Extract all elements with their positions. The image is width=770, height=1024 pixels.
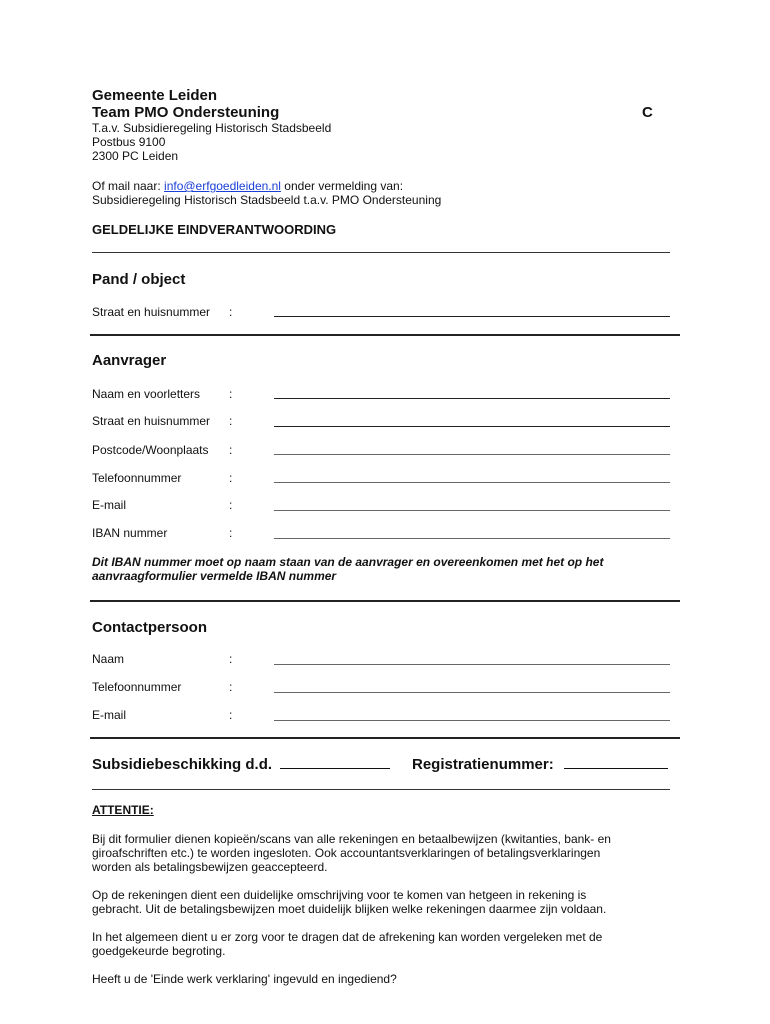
team-name: Team PMO Ondersteuning <box>92 104 280 121</box>
field-label: E-mail <box>92 708 127 722</box>
field-colon: : <box>229 680 233 694</box>
beschikking-label: Subsidiebeschikking d.d. <box>92 756 273 773</box>
contact-name-input[interactable] <box>274 664 670 665</box>
attentie-p3-line1: In het algemeen dient u er zorg voor te dragen dat de afrekening kan worden vergeleken met de <box>92 930 603 944</box>
attentie-p2-line2: gebracht. Uit de betalingsbewijzen moet duidelijk blijken welke rekeningen daarmee zijn voldaan. <box>92 902 607 916</box>
field-label: Naam <box>92 652 125 666</box>
mail-suffix: onder vermelding van: <box>280 179 404 193</box>
form-letter: C <box>642 104 653 121</box>
attentie-question: Heeft u de 'Einde werk verklaring' ingevuld en ingediend? <box>92 972 397 986</box>
attentie-p2-line1: Op de rekeningen dient een duidelijke omschrijving voor te komen van hetgeen in rekening is <box>92 888 587 902</box>
registratie-number-input[interactable] <box>564 756 668 769</box>
org-name: Gemeente Leiden <box>92 87 218 104</box>
field-label: Straat en huisnummer <box>92 414 211 428</box>
field-colon: : <box>229 498 233 512</box>
registratie-label: Registratienummer: <box>412 756 554 773</box>
field-colon: : <box>229 414 233 428</box>
section-divider <box>90 737 680 739</box>
section-divider <box>90 600 680 602</box>
section-divider <box>90 334 680 336</box>
iban-note-line-1: Dit IBAN nummer moet op naam staan van de aanvrager en overeenkomen met het op het <box>92 555 604 569</box>
contact-heading: Contactpersoon <box>92 619 208 636</box>
pand-street-input[interactable] <box>274 316 670 317</box>
aanvrager-email-input[interactable] <box>274 510 670 511</box>
beschikking-date-input[interactable] <box>280 756 390 769</box>
field-label: Telefoonnummer <box>92 471 182 485</box>
title-divider <box>92 252 670 253</box>
aanvrager-name-input[interactable] <box>274 398 670 399</box>
subsidie-divider <box>92 789 670 790</box>
field-label: Telefoonnummer <box>92 680 182 694</box>
field-colon: : <box>229 471 233 485</box>
field-colon: : <box>229 305 233 319</box>
address-line-2: Postbus 9100 <box>92 135 166 149</box>
aanvrager-iban-input[interactable] <box>274 538 670 539</box>
address-line-1: T.a.v. Subsidieregeling Historisch Stadsbeeld <box>92 121 332 135</box>
field-colon: : <box>229 387 233 401</box>
attentie-p1-line1: Bij dit formulier dienen kopieën/scans van alle rekeningen en betaalbewijzen (kwitanties, bank- en <box>92 832 611 846</box>
field-colon: : <box>229 526 233 540</box>
field-label: IBAN nummer <box>92 526 168 540</box>
attentie-p1-line3: worden als betalingsbewijzen geaccepteerd. <box>92 860 328 874</box>
field-label: Naam en voorletters <box>92 387 201 401</box>
pand-heading: Pand / object <box>92 271 186 288</box>
iban-note-line-2: aanvraagformulier vermelde IBAN nummer <box>92 569 337 583</box>
attentie-p1-line2: giroafschriften etc.) te worden ingesloten. Ook accountantsverklaringen of betalingsverklaringen <box>92 846 601 860</box>
field-colon: : <box>229 652 233 666</box>
aanvrager-postcode-input[interactable] <box>274 454 670 455</box>
mail-prefix: Of mail naar: <box>92 179 165 193</box>
contact-phone-input[interactable] <box>274 692 670 693</box>
mail-reference: Subsidieregeling Historisch Stadsbeeld t.a.v. PMO Ondersteuning <box>92 193 442 207</box>
aanvrager-street-input[interactable] <box>274 426 670 427</box>
field-label: Straat en huisnummer <box>92 305 211 319</box>
field-label: Postcode/Woonplaats <box>92 443 209 457</box>
field-colon: : <box>229 443 233 457</box>
address-line-3: 2300 PC Leiden <box>92 149 179 163</box>
field-colon: : <box>229 708 233 722</box>
contact-email-input[interactable] <box>274 720 670 721</box>
registratie-row <box>412 756 668 773</box>
email-link[interactable]: info@erfgoedleiden.nl <box>164 179 281 193</box>
field-label: E-mail <box>92 498 127 512</box>
aanvrager-heading: Aanvrager <box>92 352 167 369</box>
attentie-p3-line2: goedgekeurde begroting. <box>92 944 226 958</box>
aanvrager-phone-input[interactable] <box>274 482 670 483</box>
mail-instruction <box>92 179 403 193</box>
beschikking-row <box>92 756 390 773</box>
page-title: GELDELIJKE EINDVERANTWOORDING <box>92 222 337 237</box>
attentie-heading: ATTENTIE: <box>92 803 154 817</box>
